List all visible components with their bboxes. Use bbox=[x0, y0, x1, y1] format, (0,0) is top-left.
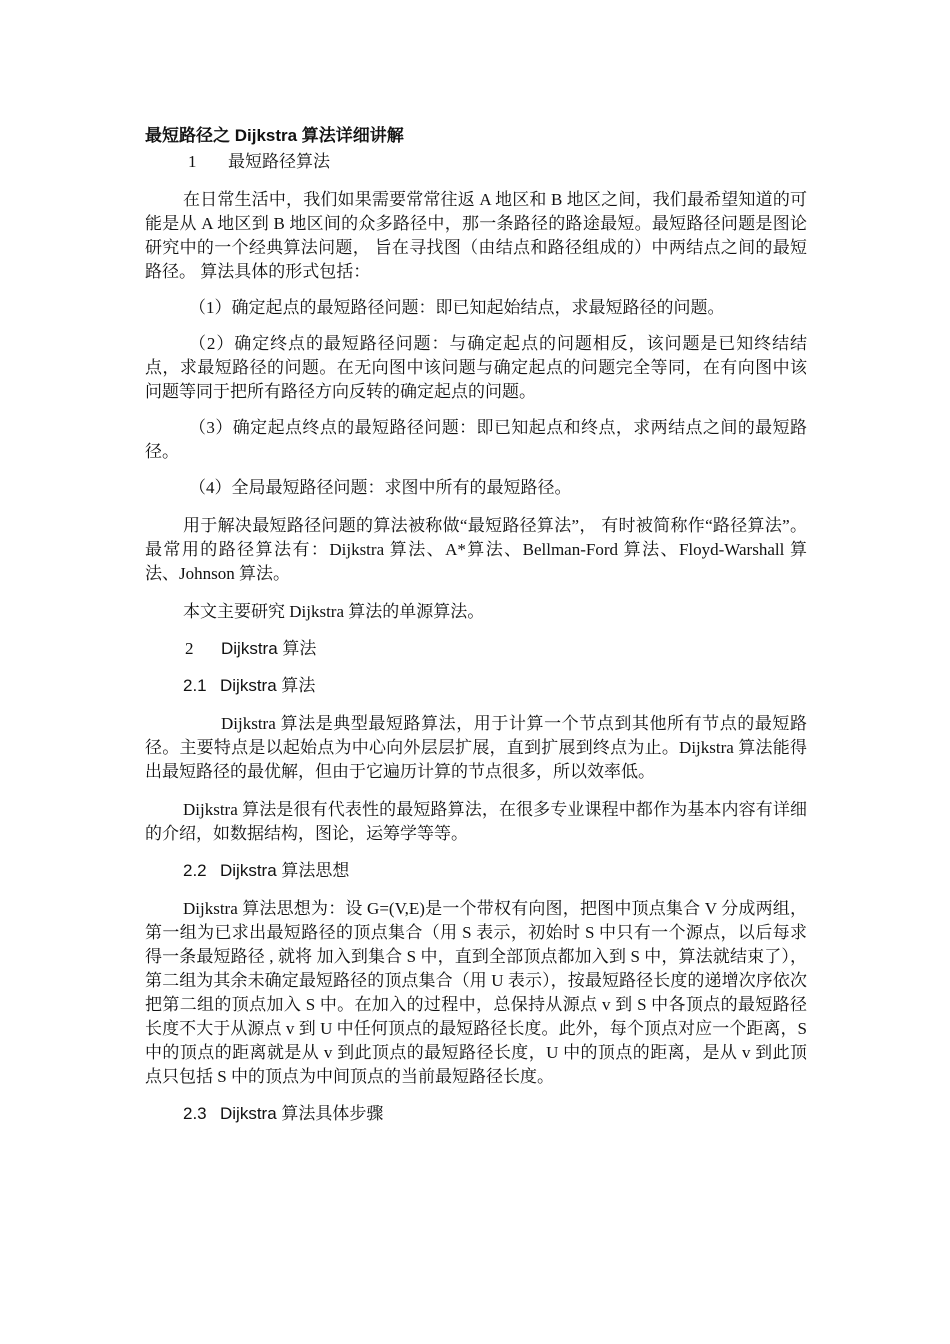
subsection-title: Dijkstra 算法具体步骤 bbox=[220, 1104, 384, 1123]
section-number: 2 bbox=[185, 639, 194, 658]
section-title: 最短路径算法 bbox=[228, 152, 330, 171]
document-title: 最短路径之 Dijkstra 算法详细讲解 bbox=[145, 126, 404, 145]
section-number: 1 bbox=[188, 152, 197, 171]
section-title: Dijkstra 算法 bbox=[221, 639, 317, 658]
subsection-2-2-heading bbox=[145, 859, 807, 883]
paragraph-algorithms: 用于解决最短路径问题的算法被称做“最短路径算法”， 有时被简称作“路径算法”。 最常用的路径算法有：Dijkstra 算法、A*算法、Bellman-Ford 算法、Floyd-Warshall 算法、Johnson 算法。 bbox=[145, 516, 807, 583]
subsection-number: 2.3 bbox=[183, 1104, 207, 1123]
section-2-heading bbox=[145, 637, 807, 661]
subsection-number: 2.1 bbox=[183, 676, 207, 695]
section-1-heading bbox=[145, 150, 807, 174]
list-item-3: （3）确定起点终点的最短路径问题：即已知起点和终点，求两结点之间的最短路径。 bbox=[145, 418, 807, 461]
paragraph-intro: 在日常生活中，我们如果需要常常往返 A 地区和 B 地区之间，我们最希望知道的可能是从 A 地区到 B 地区间的众多路径中，那一条路径的路途最短。最短路径问题是图论研究中的一个经典算法问题， 旨在寻找图（由结点和路径组成的）中两结点之间的最短路径。 算法具体的形式包括： bbox=[145, 190, 807, 281]
subsection-2-3-heading bbox=[145, 1102, 807, 1126]
subsection-title: Dijkstra 算法思想 bbox=[220, 861, 350, 880]
paragraph-scope: 本文主要研究 Dijkstra 算法的单源算法。 bbox=[183, 602, 485, 621]
subsection-2-1-heading bbox=[145, 674, 807, 698]
paragraph-dijkstra-representative: Dijkstra 算法是很有代表性的最短路算法，在很多专业课程中都作为基本内容有详细的介绍，如数据结构，图论，运筹学等等。 bbox=[145, 800, 807, 843]
list-item-1: （1）确定起点的最短路径问题：即已知起始结点，求最短路径的问题。 bbox=[189, 298, 725, 317]
paragraph-dijkstra-idea: Dijkstra 算法思想为：设 G=(V,E)是一个带权有向图，把图中顶点集合 V 分成两组，第一组为已求出最短路径的顶点集合（用 S 表示，初始时 S 中只有一个源点，以后每求得一条最短路径 , 就将 加入到集合 S 中，直到全部顶点都加入到 S 中，算法就结束了），第二组为其余未确定最短路径的顶点集合（用 U 表示），按最短路径长度的递增次序依次把第二组的顶点加入 S 中。在加入的过程中，总保持从源点 v 到 S 中各顶点的最短路径长度不大于从源点 v 到 U 中任何顶点的最短路径长度。此外，每个顶点对应一个距离，S 中的顶点的距离就是从 v 到此顶点的最短路径长度，U 中的顶点的距离，是从 v 到此顶点只包括 S 中的顶点为中间顶点的当前最短路径长度。 bbox=[145, 899, 807, 1086]
paragraph-dijkstra-intro: Dijkstra 算法是典型最短路算法，用于计算一个节点到其他所有节点的最短路径。主要特点是以起始点为中心向外层层扩展，直到扩展到终点为止。Dijkstra 算法能得出最短路径的最优解，但由于它遍历计算的节点很多，所以效率低。 bbox=[145, 714, 807, 781]
list-item-4: （4）全局最短路径问题：求图中所有的最短路径。 bbox=[189, 478, 572, 497]
list-item-2: （2）确定终点的最短路径问题：与确定起点的问题相反，该问题是已知终结结点，求最短路径的问题。在无向图中该问题与确定起点的问题完全等同，在有向图中该问题等同于把所有路径方向反转的确定起点的问题。 bbox=[145, 334, 807, 401]
subsection-number: 2.2 bbox=[183, 861, 207, 880]
document-body bbox=[145, 124, 807, 1126]
subsection-title: Dijkstra 算法 bbox=[220, 676, 316, 695]
